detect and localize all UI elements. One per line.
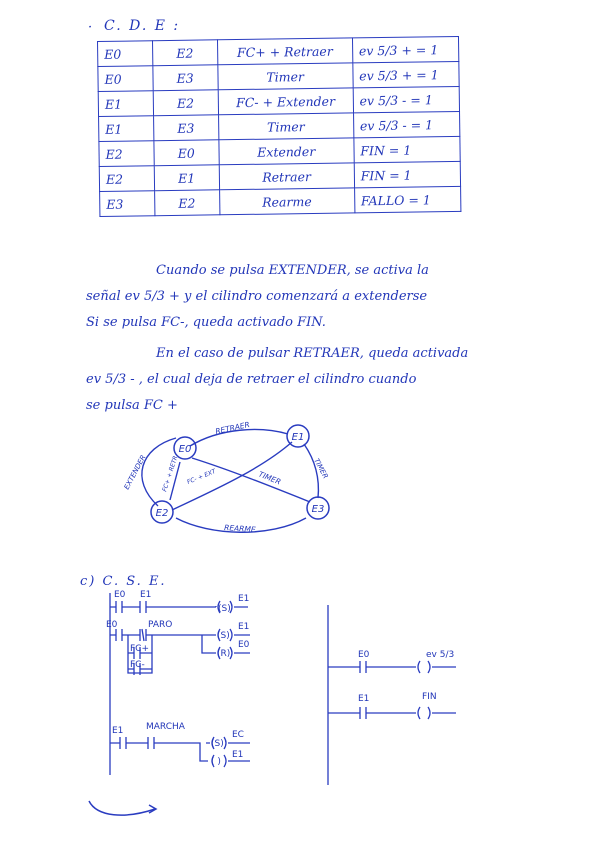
to-state-cell: E2 — [152, 40, 217, 66]
rung-3-contact-marcha: MARCHA — [146, 722, 185, 732]
rung-3-wire — [110, 737, 208, 761]
label-retraer: RETRAER — [214, 420, 251, 436]
action-cell: ev 5/3 + = 1 — [353, 61, 460, 87]
condition-cell: FC- + Extender — [218, 88, 353, 115]
transition-arrow — [192, 458, 310, 502]
from-state-cell: E2 — [99, 141, 154, 167]
condition-cell: Timer — [218, 113, 353, 140]
right-rung-1-contact: E0 — [358, 650, 370, 660]
action-cell: FIN = 1 — [354, 161, 461, 187]
from-state-cell: E2 — [99, 166, 154, 192]
to-state-cell: E3 — [153, 115, 218, 141]
paragraph-line: ev 5/3 - , el cual deja de retraer el cilindro cuando — [86, 372, 417, 387]
label-extender: EXTENDER — [122, 453, 148, 491]
label-timer-middle: TIMER — [257, 469, 283, 487]
action-cell: ev 5/3 - = 1 — [353, 86, 460, 112]
condition-cell: Extender — [219, 138, 354, 165]
from-state-cell: E0 — [98, 66, 153, 92]
to-state-cell: E2 — [154, 190, 219, 216]
paragraph-line: Cuando se pulsa EXTENDER, se activa la — [156, 263, 429, 278]
label-fc-plus-retraer: FC+ + RETR — [161, 454, 180, 493]
curved-arrow-icon — [85, 795, 165, 823]
condition-cell: Retraer — [219, 163, 354, 190]
section-c-title: c) C. S. E. — [80, 574, 167, 589]
label-fc-minus-ext: FC- + EXT — [186, 468, 217, 486]
from-state-cell: E1 — [99, 116, 154, 142]
paragraph-line: señal ev 5/3 + y el cilindro comenzará a extenderse — [86, 289, 428, 304]
rung-1-contact-e0: E0 — [114, 590, 126, 600]
state-e2-label: E2 — [155, 508, 169, 519]
to-state-cell: E3 — [153, 65, 218, 91]
rung-2-branch-fc-minus: FC- — [130, 660, 145, 670]
right-rung-2 — [328, 707, 456, 719]
action-cell: ev 5/3 - = 1 — [353, 111, 460, 137]
right-rung-1 — [328, 661, 456, 673]
state-e1-label: E1 — [291, 432, 305, 443]
rung-3-coil-label-ec: EC — [232, 730, 244, 740]
state-e0-label: E0 — [178, 444, 192, 455]
section-a-title: C. D. E : — [104, 18, 181, 34]
from-state-cell: E1 — [98, 91, 153, 117]
transition-arrow — [304, 444, 318, 498]
to-state-cell: E2 — [153, 90, 218, 116]
state-diagram — [110, 420, 350, 545]
rung-2-coil-set-type: (S) — [217, 631, 230, 641]
rung-3-coil-type: ( ) — [211, 757, 221, 767]
to-state-cell: E1 — [154, 165, 219, 191]
condition-cell: FC+ + Retraer — [217, 38, 352, 65]
from-state-cell: E3 — [100, 191, 155, 217]
action-cell: FALLO = 1 — [354, 186, 461, 212]
rung-3-coil-set-type: (S) — [211, 739, 224, 749]
rung-2-coil-label-e0: E0 — [238, 640, 250, 650]
bullet-mark: · — [88, 20, 93, 35]
rung-3-contact-e1: E1 — [112, 726, 124, 736]
rung-1-wire — [110, 601, 216, 613]
rung-2-contact-paro: PARO — [148, 620, 173, 630]
rung-1-coil-label: E1 — [238, 594, 250, 604]
table-row — [100, 186, 461, 216]
paragraph-retraer — [86, 341, 516, 419]
transition-table — [97, 36, 461, 217]
paragraph-extender — [86, 258, 516, 336]
from-state-cell: E0 — [98, 41, 153, 67]
to-state-cell: E0 — [154, 140, 219, 166]
rung-2-coil-label-e1: E1 — [238, 622, 250, 632]
rung-2-contact-e0: E0 — [106, 620, 118, 630]
action-cell: ev 5/3 + = 1 — [352, 36, 459, 62]
rung-2-wire — [110, 629, 216, 641]
right-rung-1-coil-label: ev 5/3 — [426, 650, 455, 660]
ladder-diagram — [90, 585, 570, 825]
rung-1-contact-e1: E1 — [140, 590, 152, 600]
transition-arrow — [190, 430, 288, 446]
paragraph-line: Si se pulsa FC-, queda activado FIN. — [86, 315, 326, 330]
rung-1-coil-type: (S) — [218, 604, 231, 614]
right-rung-2-contact: E1 — [358, 694, 370, 704]
right-rung-2-coil-label: FIN — [422, 692, 437, 702]
label-rearme: REARME — [223, 523, 256, 535]
label-timer-right: TIMER — [312, 457, 330, 481]
rung-3-coil-label-e1: E1 — [232, 750, 244, 760]
condition-cell: Rearme — [219, 188, 354, 215]
rung-2-branch-fc-plus: FC+ — [130, 644, 150, 654]
paragraph-line: se pulsa FC + — [86, 398, 178, 413]
rung-2-coil-reset-type: (R) — [217, 649, 231, 659]
condition-cell: Timer — [217, 63, 352, 90]
state-e3-label: E3 — [311, 504, 325, 515]
paragraph-line: En el caso de pulsar RETRAER, queda activada — [156, 346, 469, 361]
action-cell: FIN = 1 — [354, 136, 461, 162]
